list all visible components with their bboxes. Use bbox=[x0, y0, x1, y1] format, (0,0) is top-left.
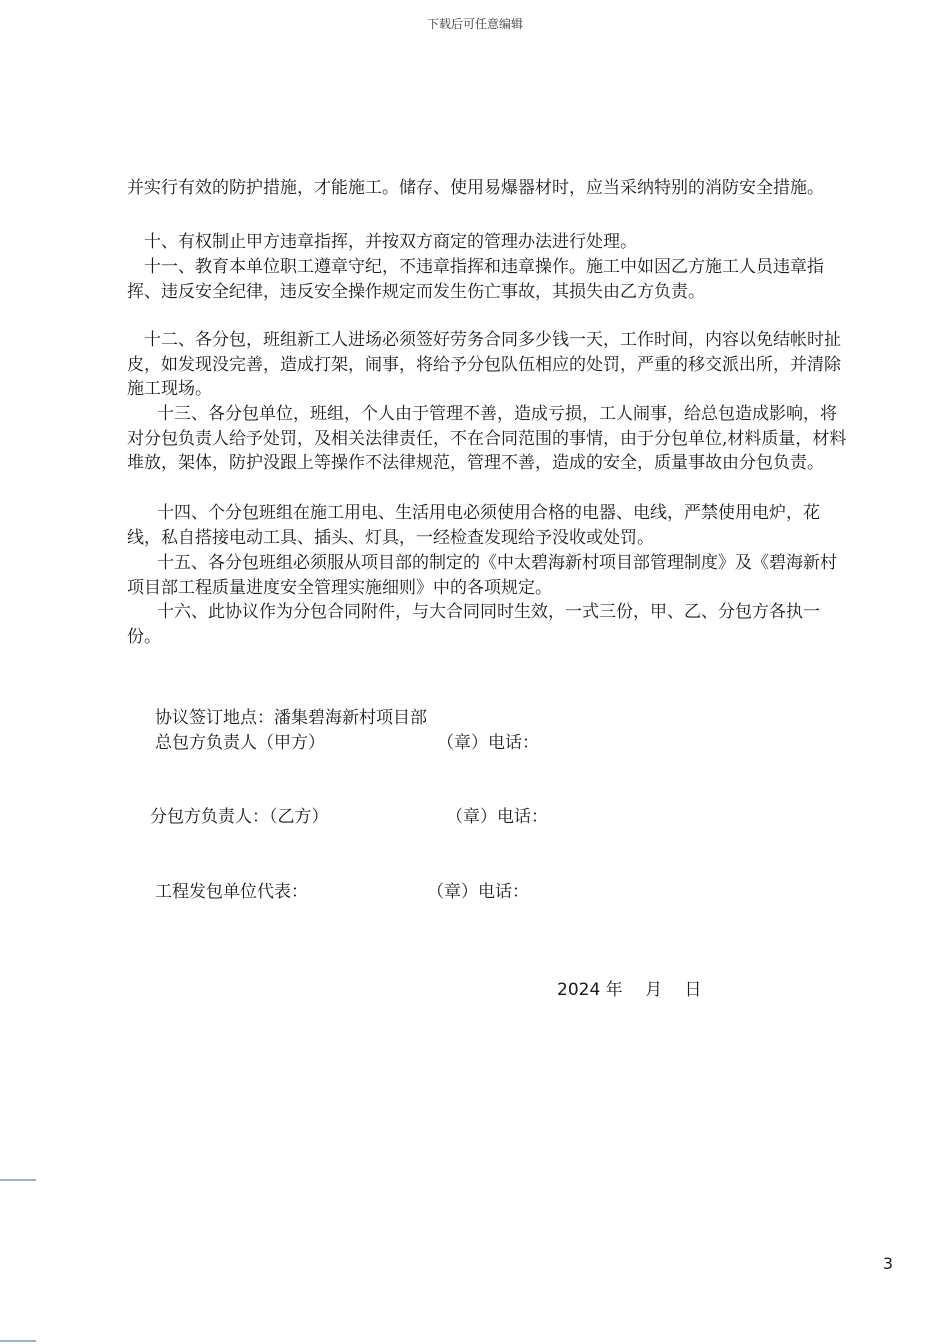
page-header: 下载后可任意编辑 bbox=[426, 17, 523, 31]
client-rep-label: 工程发包单位代表： bbox=[155, 882, 308, 902]
clause-16: 十六、此协议作为分包合同附件，与大合同同时生效，一式三份，甲、乙、分包方各执一份。 bbox=[127, 602, 820, 647]
date-year: 2024 bbox=[557, 980, 601, 1000]
paragraph-continuation: 并实行有效的防护措施，才能施工。储存、使用易爆器材时，应当采纳特别的消防安全措施。 bbox=[127, 178, 824, 198]
party-a-label: 总包方负责人（甲方） bbox=[155, 733, 325, 753]
clause-15: 十五、各分包班组必须服从项目部的制定的《中太碧海新村项目部管理制度》及《碧海新村项目部工程质量进度安全管理实施细则》中的各项规定。 bbox=[127, 553, 837, 598]
signing-date bbox=[557, 975, 701, 1000]
clause-10: 十、有权制止甲方违章指挥，并按双方商定的管理办法进行处理。 bbox=[127, 232, 637, 252]
page-edge-mark bbox=[0, 1179, 36, 1181]
client-rep-seal-phone: （章）电话： bbox=[427, 882, 529, 902]
clause-14: 十四、个分包班组在施工用电、生活用电必须使用合格的电器、电线，严禁使用电炉，花线，私自搭接电动工具、插头、灯具，一经检查发现给予没收或处罚。 bbox=[127, 503, 820, 548]
clause-11: 十一、教育本单位职工遵章守纪，不违章指挥和违章操作。施工中如因乙方施工人员违章指挥、违反安全纪律，违反安全操作规定而发生伤亡事故，其损失由乙方负责。 bbox=[127, 257, 824, 302]
signing-location: 协议签订地点：潘集碧海新村项目部 bbox=[155, 708, 427, 728]
date-rest: 年 月 日 bbox=[600, 980, 702, 1000]
party-b-label: 分包方负责人：（乙方） bbox=[150, 807, 329, 827]
page-number: 3 bbox=[882, 1254, 893, 1273]
page-edge-mark-bottom bbox=[0, 1340, 36, 1342]
party-b-seal-phone: （章）电话： bbox=[446, 807, 548, 827]
clause-12: 十二、各分包，班组新工人进场必须签好劳务合同多少钱一天，工作时间，内容以免结帐时扯皮，如发现没完善，造成打架，闹事，将给予分包队伍相应的处罚，严重的移交派出所，并清除施工现场。 bbox=[127, 330, 841, 399]
clause-13: 十三、各分包单位，班组，个人由于管理不善，造成亏损，工人闹事，给总包造成影响，将对分包负责人给予处罚，及相关法律责任，不在合同范围的事情，由于分包单位,材料质量，材料堆放，架体，防护没跟上等操作不法律规范，管理不善，造成的安全，质量事故由分包负责。 bbox=[127, 404, 847, 473]
party-a-seal-phone: （章）电话： bbox=[437, 733, 539, 753]
